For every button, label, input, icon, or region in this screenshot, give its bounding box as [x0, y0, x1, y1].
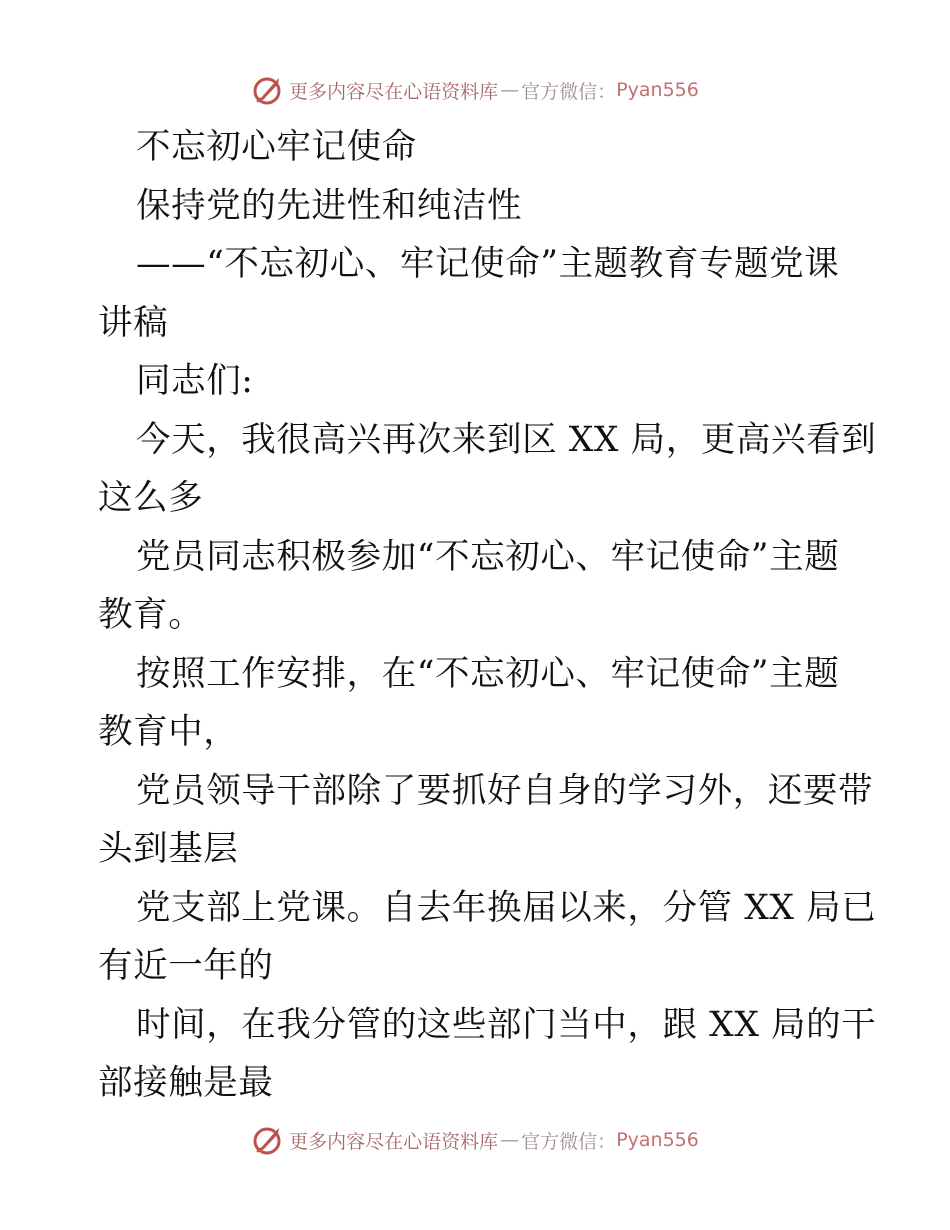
- doc-paragraph-line: 时间，在我分管的这些部门当中，跟 XX 局的干: [136, 1004, 877, 1045]
- doc-subheading-cont: 讲稿: [98, 302, 169, 343]
- doc-paragraph-line: 党员同志积极参加“不忘初心、牢记使命”主题: [136, 536, 840, 577]
- watermark-brand: 更多内容尽在心语资料库: [289, 80, 499, 103]
- doc-paragraph-line: 教育中，: [98, 712, 239, 752]
- doc-paragraph-line: 按照工作安排，在“不忘初心、牢记使命”主题: [136, 653, 840, 694]
- footer-watermark: [0, 1120, 950, 1160]
- watermark-account: Pyan556: [616, 79, 699, 101]
- document-body: [98, 118, 877, 1113]
- watermark-separator: —: [500, 1129, 520, 1151]
- pen-logo-icon: [251, 1123, 285, 1157]
- doc-paragraph-line: 今天，我很高兴再次来到区 XX 局，更高兴看到: [136, 419, 877, 460]
- watermark-separator: —: [500, 79, 520, 101]
- doc-subtitle: 保持党的先进性和纯洁性: [136, 185, 523, 226]
- doc-title: 不忘初心牢记使命: [136, 127, 417, 167]
- doc-salutation: 同志们:: [136, 361, 254, 401]
- header-watermark: [0, 70, 950, 110]
- doc-paragraph-line: 部接触是最: [98, 1063, 274, 1103]
- doc-paragraph-line: 党支部上党课。自去年换届以来，分管 XX 局已: [136, 887, 877, 928]
- watermark-label: 官方微信：: [521, 80, 617, 103]
- doc-paragraph-line: 教育。: [98, 595, 204, 635]
- pen-logo-icon: [251, 73, 285, 107]
- doc-paragraph-line: 有近一年的: [98, 946, 274, 986]
- watermark-brand: 更多内容尽在心语资料库: [289, 1130, 499, 1153]
- doc-paragraph-line: 这么多: [98, 478, 204, 518]
- doc-paragraph-line: 头到基层: [98, 829, 239, 869]
- watermark-account: Pyan556: [616, 1129, 699, 1151]
- doc-subheading: ——“不忘初心、牢记使命”主题教育专题党课: [136, 244, 840, 284]
- watermark-label: 官方微信：: [521, 1130, 617, 1153]
- doc-paragraph-line: 党员领导干部除了要抓好自身的学习外，还要带: [136, 770, 874, 811]
